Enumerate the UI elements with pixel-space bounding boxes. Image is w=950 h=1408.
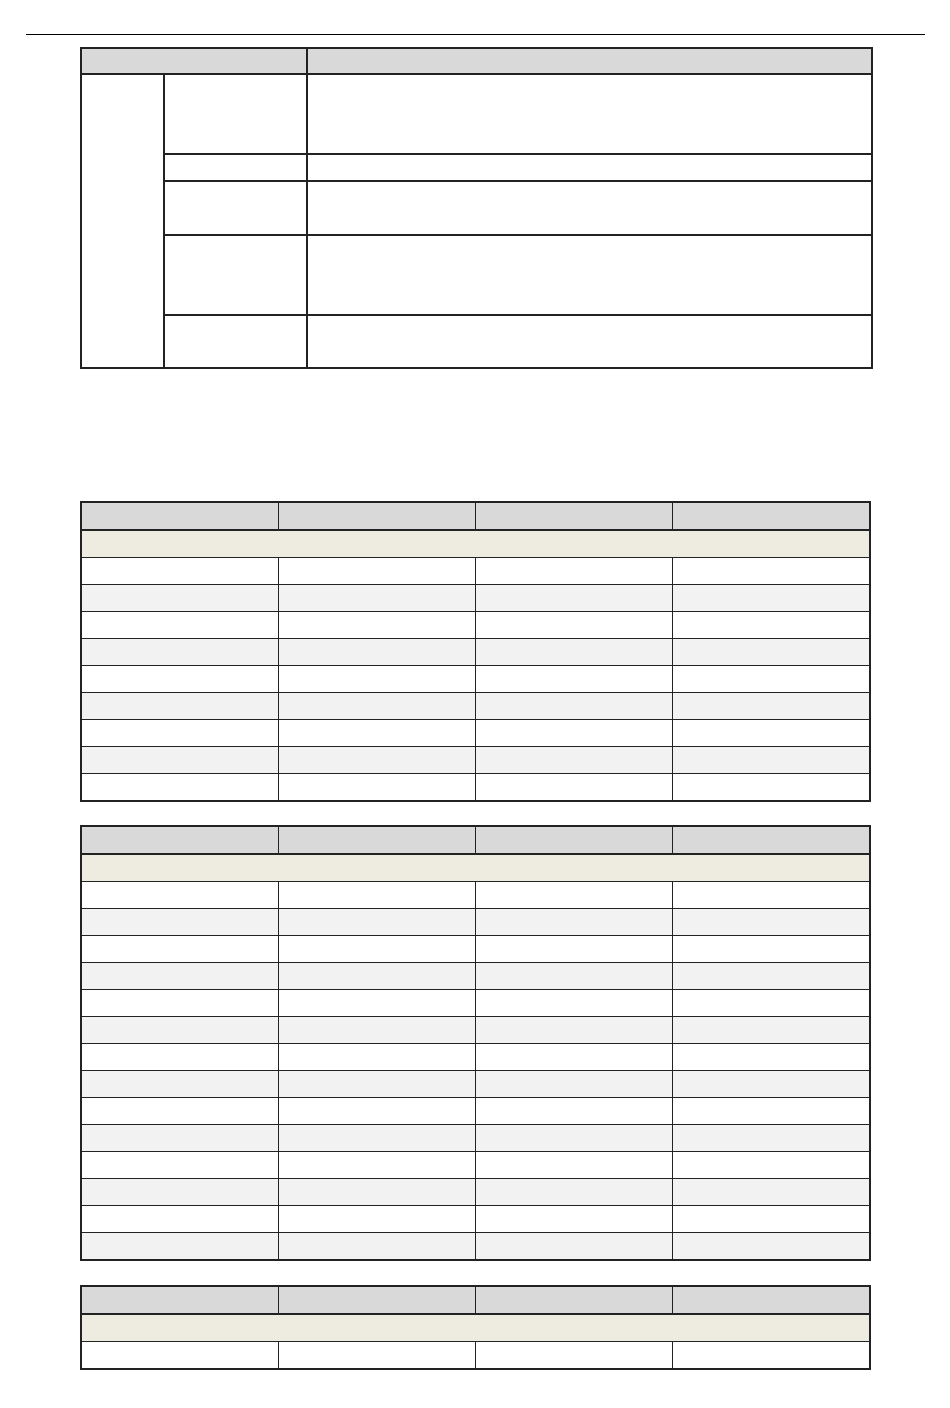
table-cell — [673, 1071, 870, 1098]
table-cell — [673, 936, 870, 963]
table-cell — [673, 1233, 870, 1261]
table-cell — [673, 1044, 870, 1071]
table-cell — [476, 1179, 673, 1206]
grid-section-row — [81, 854, 870, 882]
description-row-label — [164, 74, 307, 154]
grid-header-cell — [81, 1286, 278, 1314]
table-row — [81, 909, 870, 936]
grid-header-cell — [673, 502, 870, 530]
table-cell — [476, 990, 673, 1017]
description-row-text — [307, 235, 872, 315]
description-table — [80, 47, 873, 369]
table-cell — [278, 963, 475, 990]
description-row-label — [164, 315, 307, 368]
table-row — [81, 1071, 870, 1098]
top-rule — [26, 34, 925, 35]
table-row — [81, 990, 870, 1017]
table-cell — [476, 774, 673, 802]
table-cell — [476, 1342, 673, 1370]
table-cell — [81, 1342, 278, 1370]
table-row — [81, 585, 870, 612]
table-cell — [81, 747, 278, 774]
table-cell — [81, 612, 278, 639]
table-cell — [673, 882, 870, 909]
grid-header-cell — [476, 502, 673, 530]
table-cell — [673, 1152, 870, 1179]
table-cell — [278, 1071, 475, 1098]
description-header-cell — [81, 48, 307, 74]
grid-section-cell — [81, 1314, 870, 1342]
description-row-text — [307, 74, 872, 154]
table-row — [81, 720, 870, 747]
table-cell — [278, 882, 475, 909]
table-row — [81, 1125, 870, 1152]
table-cell — [476, 1206, 673, 1233]
table-cell — [476, 1071, 673, 1098]
description-row-label — [164, 154, 307, 181]
table-row — [81, 666, 870, 693]
grid-header-cell — [476, 1286, 673, 1314]
table-cell — [278, 720, 475, 747]
description-row-text — [307, 315, 872, 368]
table-cell — [81, 963, 278, 990]
grid-header-row — [81, 1286, 870, 1314]
grid-section-row — [81, 1314, 870, 1342]
grid-section-cell — [81, 854, 870, 882]
table-cell — [476, 612, 673, 639]
table-cell — [476, 936, 673, 963]
table-cell — [278, 1179, 475, 1206]
table-cell — [278, 639, 475, 666]
description-row-text — [307, 154, 872, 181]
table-cell — [476, 1152, 673, 1179]
description-row — [81, 154, 872, 181]
table-cell — [673, 774, 870, 802]
table-cell — [278, 1233, 475, 1261]
grid-header-cell — [476, 826, 673, 854]
table-cell — [278, 1098, 475, 1125]
table-cell — [81, 990, 278, 1017]
table-cell — [476, 693, 673, 720]
table-cell — [673, 1125, 870, 1152]
table-cell — [673, 1179, 870, 1206]
grid-section-cell — [81, 530, 870, 558]
table-cell — [673, 963, 870, 990]
table-cell — [673, 720, 870, 747]
table-cell — [81, 558, 278, 585]
table-row — [81, 1017, 870, 1044]
table-cell — [476, 747, 673, 774]
table-cell — [81, 774, 278, 802]
table-cell — [278, 612, 475, 639]
table-cell — [673, 1098, 870, 1125]
table-cell — [673, 1342, 870, 1370]
table-cell — [81, 585, 278, 612]
table-cell — [673, 1206, 870, 1233]
table-cell — [476, 909, 673, 936]
grid-header-cell — [81, 826, 278, 854]
table-row — [81, 1098, 870, 1125]
data-grid — [80, 1285, 871, 1370]
table-cell — [673, 747, 870, 774]
table-cell — [673, 666, 870, 693]
description-row-text — [307, 181, 872, 235]
table-row — [81, 747, 870, 774]
table-cell — [81, 1233, 278, 1261]
description-table-header — [81, 48, 872, 74]
table-row — [81, 693, 870, 720]
table-cell — [673, 585, 870, 612]
table-cell — [81, 909, 278, 936]
table-row — [81, 1233, 870, 1261]
grid-header-cell — [673, 1286, 870, 1314]
table-row — [81, 774, 870, 802]
grid-header-cell — [81, 502, 278, 530]
description-row-label — [164, 181, 307, 235]
table-cell — [476, 585, 673, 612]
table-cell — [81, 1152, 278, 1179]
table-cell — [278, 1017, 475, 1044]
table-row — [81, 936, 870, 963]
table-cell — [81, 1125, 278, 1152]
table-cell — [81, 666, 278, 693]
table-cell — [476, 1125, 673, 1152]
table-cell — [278, 666, 475, 693]
description-row — [81, 315, 872, 368]
table-cell — [278, 1044, 475, 1071]
table-cell — [476, 1233, 673, 1261]
grid-header-row — [81, 826, 870, 854]
table-cell — [81, 1071, 278, 1098]
table-cell — [81, 1017, 278, 1044]
table-cell — [81, 1044, 278, 1071]
data-grid — [80, 825, 871, 1261]
table-cell — [476, 1017, 673, 1044]
table-row — [81, 639, 870, 666]
table-cell — [278, 936, 475, 963]
grid-header-cell — [278, 826, 475, 854]
table-cell — [476, 1044, 673, 1071]
table-cell — [673, 639, 870, 666]
table-cell — [278, 747, 475, 774]
table-cell — [673, 558, 870, 585]
table-row — [81, 963, 870, 990]
description-row-label — [164, 235, 307, 315]
table-cell — [278, 909, 475, 936]
table-cell — [673, 1017, 870, 1044]
table-cell — [278, 990, 475, 1017]
description-header-cell — [307, 48, 872, 74]
grid-header-cell — [673, 826, 870, 854]
table-cell — [81, 936, 278, 963]
table-cell — [673, 693, 870, 720]
table-cell — [278, 774, 475, 802]
table-cell — [278, 1152, 475, 1179]
table-cell — [81, 1206, 278, 1233]
table-cell — [278, 1342, 475, 1370]
table-cell — [278, 585, 475, 612]
table-row — [81, 558, 870, 585]
table-row — [81, 1206, 870, 1233]
table-cell — [278, 558, 475, 585]
table-cell — [476, 666, 673, 693]
description-group-label — [81, 74, 164, 368]
table-row — [81, 1152, 870, 1179]
table-cell — [476, 882, 673, 909]
table-cell — [81, 693, 278, 720]
table-cell — [278, 693, 475, 720]
table-cell — [476, 558, 673, 585]
grid-section-row — [81, 530, 870, 558]
table-cell — [81, 1098, 278, 1125]
table-cell — [673, 612, 870, 639]
table-cell — [476, 963, 673, 990]
data-grid — [80, 501, 871, 802]
description-row — [81, 235, 872, 315]
table-cell — [673, 909, 870, 936]
table-row — [81, 612, 870, 639]
table-cell — [81, 1179, 278, 1206]
table-row — [81, 1044, 870, 1071]
table-cell — [673, 990, 870, 1017]
table-row — [81, 1179, 870, 1206]
table-cell — [81, 720, 278, 747]
grid-header-cell — [278, 502, 475, 530]
table-cell — [476, 1098, 673, 1125]
table-cell — [476, 720, 673, 747]
grid-header-row — [81, 502, 870, 530]
description-row — [81, 74, 872, 154]
grid-header-cell — [278, 1286, 475, 1314]
table-cell — [278, 1125, 475, 1152]
table-row — [81, 1342, 870, 1370]
table-cell — [81, 639, 278, 666]
table-cell — [81, 882, 278, 909]
table-row — [81, 882, 870, 909]
table-cell — [278, 1206, 475, 1233]
table-cell — [476, 639, 673, 666]
description-row — [81, 181, 872, 235]
